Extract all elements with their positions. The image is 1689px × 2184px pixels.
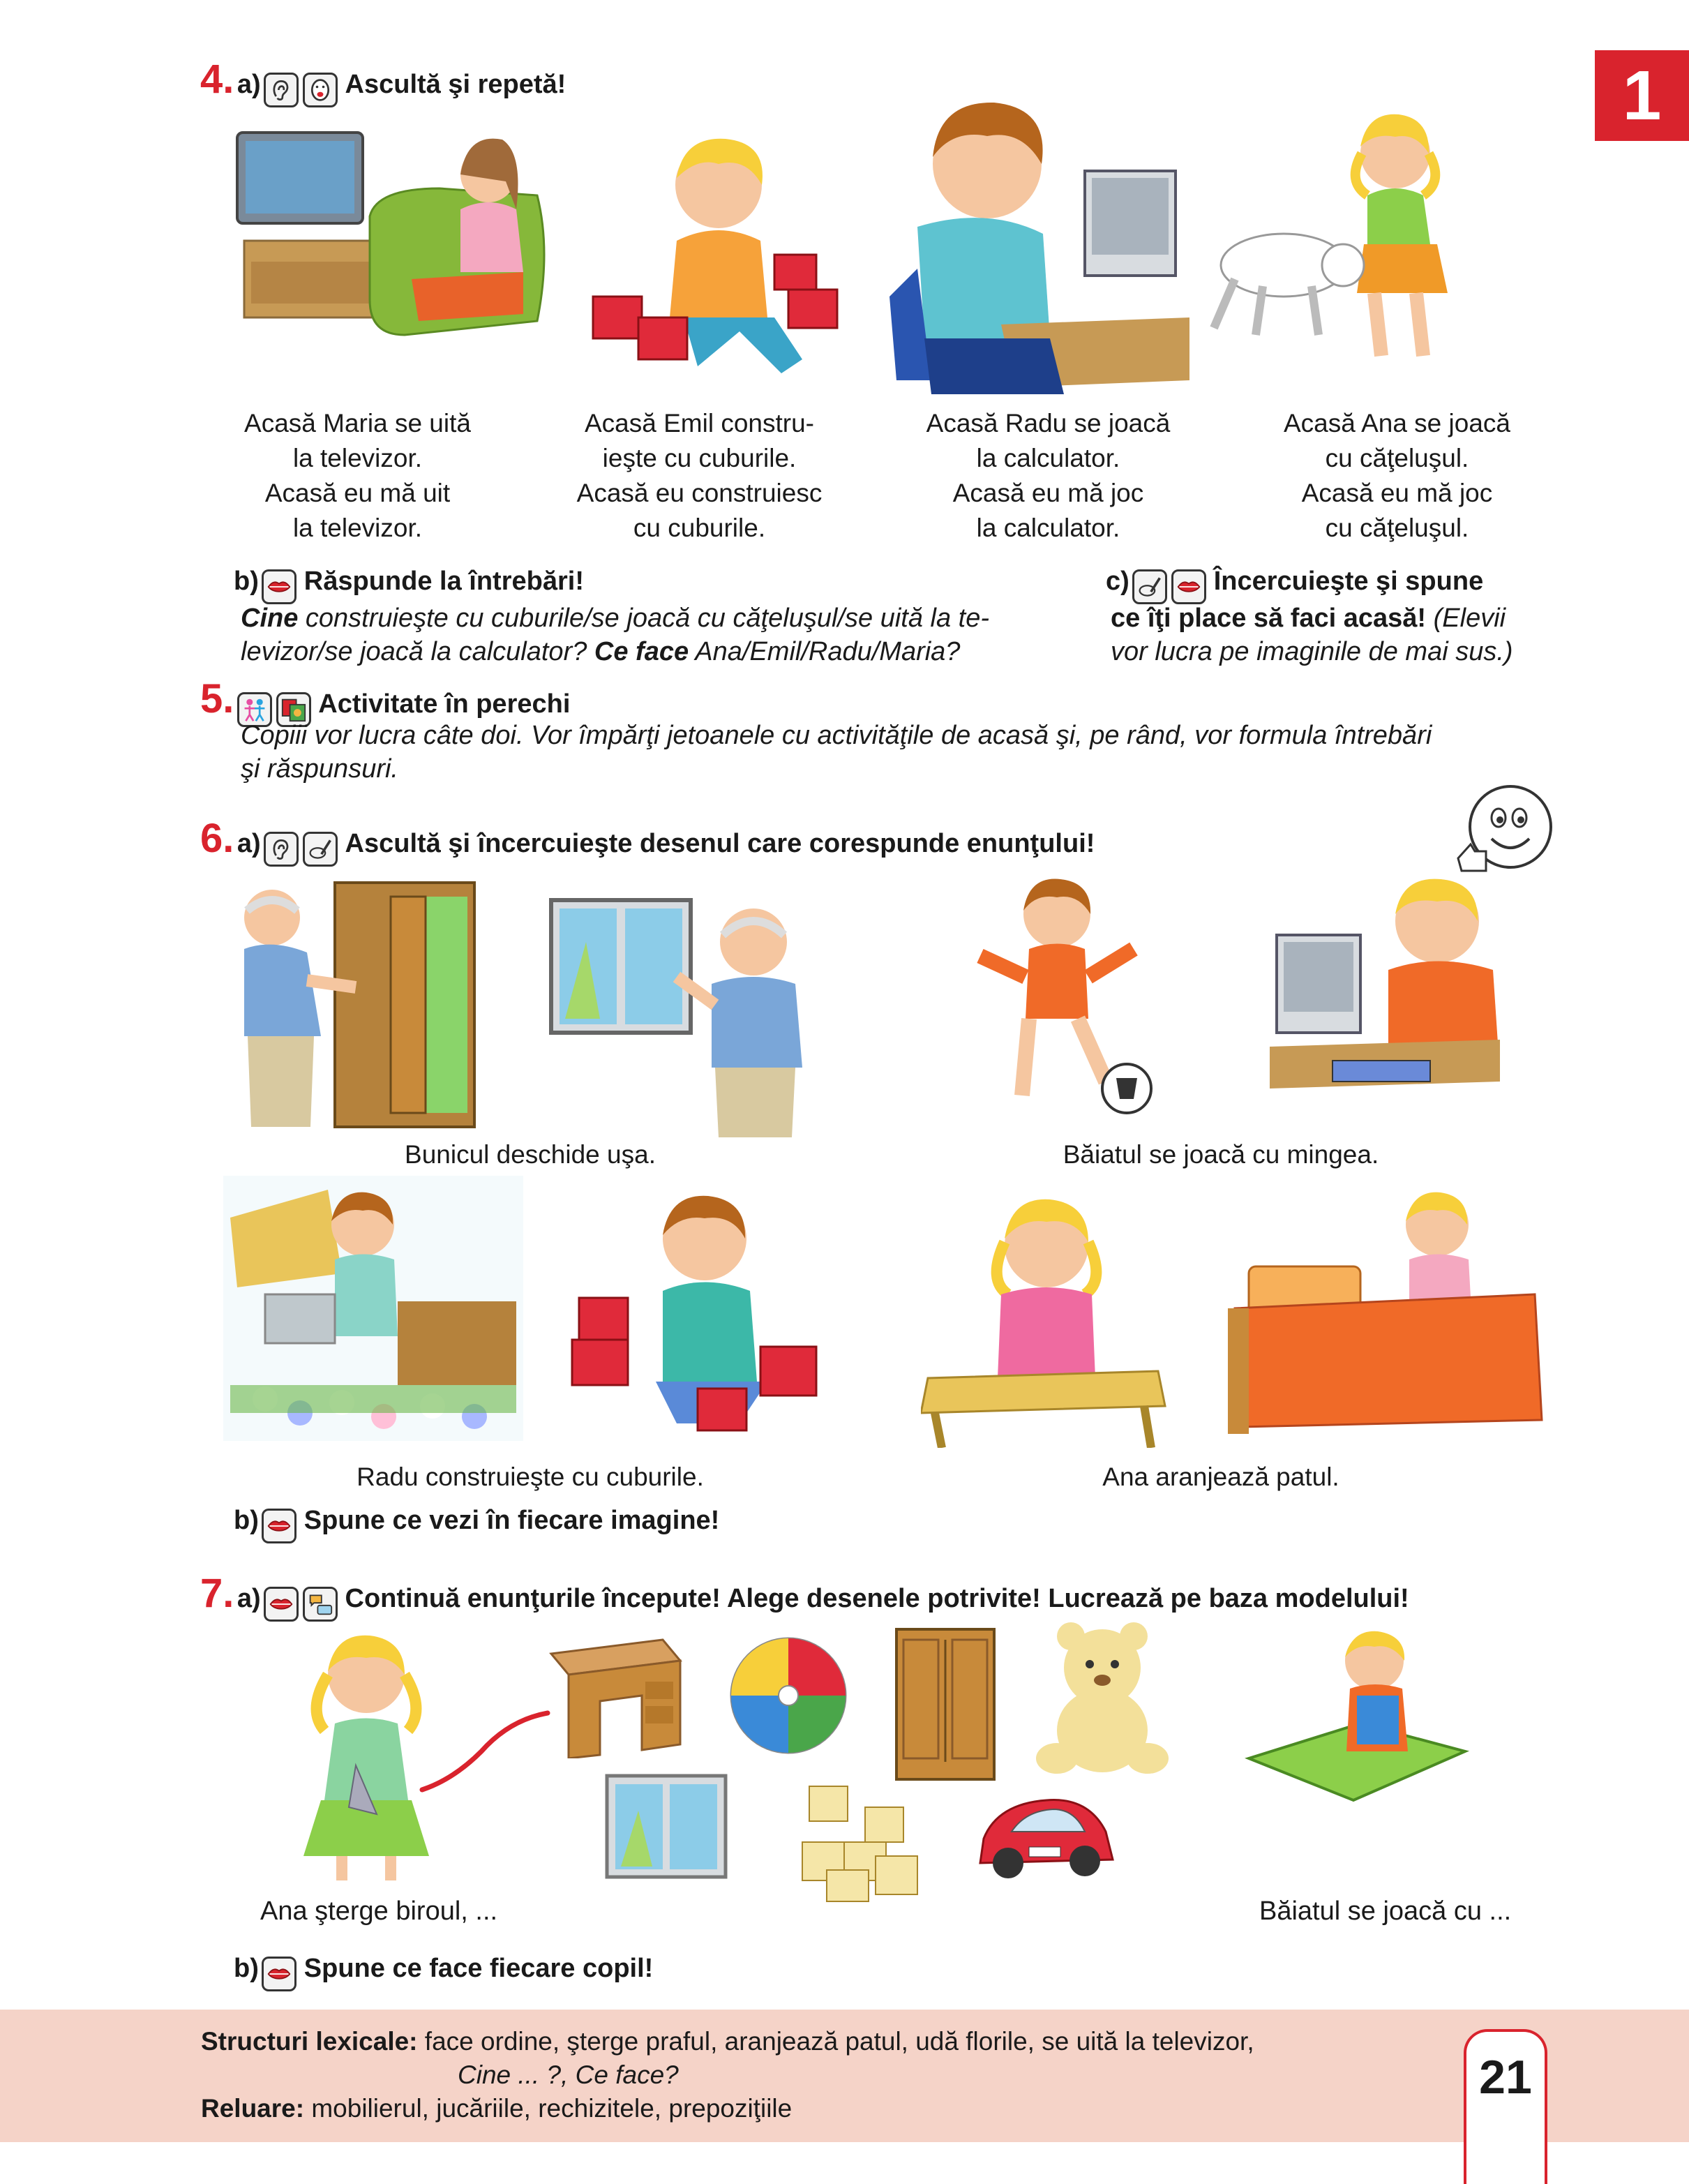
page-number: 21: [1464, 2029, 1547, 2184]
ex5-header: [200, 675, 571, 721]
window-image: [600, 1769, 733, 1884]
pencil-circle-icon: [303, 832, 338, 867]
caption-line: la televizor.: [292, 514, 423, 542]
pencil-circle-icon: [1132, 569, 1167, 604]
footer-text: [201, 2025, 1443, 2125]
matching-line: [412, 1703, 558, 1800]
radu-building-blocks-image: [558, 1186, 830, 1444]
teddy-bear-image: [1026, 1619, 1179, 1779]
ex4-caption-4: [1249, 406, 1545, 546]
caption-line: la calculator.: [976, 514, 1120, 542]
ex6-header: [200, 815, 1095, 861]
caption-line: Acasă eu mă uit: [264, 479, 451, 507]
boy-playing-ball-image: [959, 872, 1169, 1137]
ex4b-text-3: Ana/Emil/Radu/Maria?: [689, 637, 961, 666]
lips-icon: [262, 1509, 296, 1543]
ear-icon: [264, 73, 299, 107]
grandpa-opening-window-image: [544, 886, 837, 1137]
ex5-text: [241, 719, 1566, 786]
structures-label: Structuri lexicale:: [201, 2027, 418, 2056]
ex6a-title: Ascultă şi încercuieşte desenul care corespunde enunţului!: [345, 829, 1095, 858]
ex6b-title: Spune ce vezi în fiecare imagine!: [303, 1506, 720, 1535]
ex4b-text-2: levizor/se joacă la calculator?: [241, 637, 594, 666]
ex4b-text: [241, 601, 1099, 668]
caption-line: Acasă Ana se joacă: [1284, 409, 1510, 437]
child-at-computer-image: [1270, 872, 1549, 1137]
toy-car-image: [970, 1783, 1123, 1887]
ex6-caption-4: Ana aranjează patul.: [1102, 1463, 1339, 1491]
emil-building-blocks-image: [579, 122, 858, 401]
ex4a-label: a): [237, 70, 261, 99]
ex4b-text-1: construieşte cu cuburile/se joacă cu căţeluşul/se uită la te-: [298, 604, 989, 633]
ex4c-title-1: Încercuieşte şi spune: [1213, 567, 1484, 596]
structures-text-2: Cine ... ?, Ce face?: [458, 2060, 679, 2089]
caption-line: cu căţeluşul.: [1325, 514, 1469, 542]
ex7-caption-right: Băiatul se joacă cu ...: [1259, 1897, 1512, 1926]
lips-icon: [262, 1957, 296, 1991]
ex7-number: 7.: [200, 1571, 234, 1616]
ex4b-label: b): [234, 567, 259, 596]
ex7b-label: b): [234, 1954, 259, 1983]
ex6-caption-3: Radu construieşte cu cuburile.: [356, 1463, 704, 1491]
ex6-number: 6.: [200, 816, 234, 861]
desk-image: [544, 1633, 684, 1758]
ex6-caption-2: Băiatul se joacă cu mingea.: [1063, 1140, 1379, 1169]
ex4-header: [200, 56, 566, 102]
ex7b-header: [234, 1954, 653, 1991]
ex4c-text: [1111, 601, 1571, 668]
ex4c-note-2: vor lucra pe imaginile de mai sus.): [1111, 637, 1513, 666]
speech-bubble-icon: [303, 1587, 338, 1622]
ex7a-title: Continuă enunţurile începute! Alege desenele potrivite! Lucrează pe baza modelului!: [345, 1584, 1409, 1613]
caption-line: Acasă eu mă joc: [952, 479, 1144, 507]
caption-line: la televizor.: [292, 444, 423, 472]
boy-on-rug-image: [1242, 1626, 1472, 1814]
caption-line: la calculator.: [976, 444, 1120, 472]
ex7-header: [200, 1570, 1409, 1616]
caption-line: Acasă Radu se joacă: [926, 409, 1171, 437]
lips-icon: [1171, 569, 1206, 604]
ex5-number: 5.: [200, 676, 234, 721]
wooden-blocks-image: [795, 1772, 928, 1905]
structures-text: face ordine, şterge praful, aranjează patul, udă florile, se uită la televizor,: [424, 2027, 1254, 2056]
caption-line: Acasă Emil constru-: [585, 409, 814, 437]
wardrobe-image: [886, 1622, 1005, 1790]
chapter-tab: 1: [1595, 50, 1689, 141]
caption-line: cu căţeluşul.: [1325, 444, 1469, 472]
lips-icon: [264, 1587, 299, 1622]
caption-line: Acasă Maria se uită: [244, 409, 471, 437]
caption-line: ieşte cu cuburile.: [602, 444, 797, 472]
caption-line: Acasă eu construiesc: [576, 479, 823, 507]
ex4c-header: [1106, 567, 1483, 604]
ex6b-header: [234, 1506, 719, 1543]
ex4c-note-1: (Elevii: [1426, 604, 1506, 633]
ex6a-label: a): [237, 829, 261, 858]
ex5-title: Activitate în perechi: [318, 689, 571, 719]
ex6b-label: b): [234, 1506, 259, 1535]
lips-icon: [262, 569, 296, 604]
beach-ball-image: [726, 1633, 851, 1758]
ana-with-puppy-image: [1207, 105, 1514, 398]
ex7-caption-left: Ana şterge biroul, ...: [260, 1897, 498, 1926]
ana-making-bed-image: [1228, 1183, 1549, 1448]
thumbs-up-smiley-icon: [1444, 781, 1556, 879]
maria-watching-tv-image: [230, 112, 558, 405]
speaking-face-icon: [303, 73, 338, 107]
ex5-text-1: Copiii vor lucra câte doi. Vor împărţi jetoanele cu activităţile de acasă şi, pe rând, vor formula întrebări: [241, 721, 1432, 750]
ex6-caption-1: Bunicul deschide uşa.: [405, 1140, 656, 1169]
caption-line: Acasă eu mă joc: [1301, 479, 1493, 507]
ex5-text-2: şi răspunsuri.: [241, 754, 398, 784]
review-label: Reluare:: [201, 2094, 305, 2123]
ex4b-bold-cine: Cine: [241, 604, 299, 633]
ex4b-title: Răspunde la întrebări!: [303, 567, 584, 596]
radu-watering-garden-image: [223, 1176, 523, 1441]
grandpa-opening-door-image: [230, 876, 537, 1134]
ana-dusting-table-image: [921, 1183, 1172, 1448]
ex4-number: 4.: [200, 57, 234, 102]
ex4b-header: [234, 567, 584, 604]
ex4c-title-2: ce îţi place să faci acasă!: [1111, 604, 1427, 633]
review-text: mobilierul, jucăriile, rechizitele, prepoziţiile: [311, 2094, 793, 2123]
ear-icon: [264, 832, 299, 867]
ex4-caption-1: [209, 406, 506, 546]
ex4-caption-3: [900, 406, 1196, 546]
ex7a-label: a): [237, 1584, 261, 1613]
ex4b-bold-ce-face: Ce face: [594, 637, 689, 666]
ex7b-title: Spune ce face fiecare copil!: [303, 1954, 654, 1983]
ex4a-title: Ascultă şi repetă!: [345, 70, 566, 99]
ex4c-label: c): [1106, 567, 1129, 596]
caption-line: cu cuburile.: [633, 514, 766, 542]
radu-computer-image: [876, 87, 1196, 401]
ex4-caption-2: [551, 406, 848, 546]
